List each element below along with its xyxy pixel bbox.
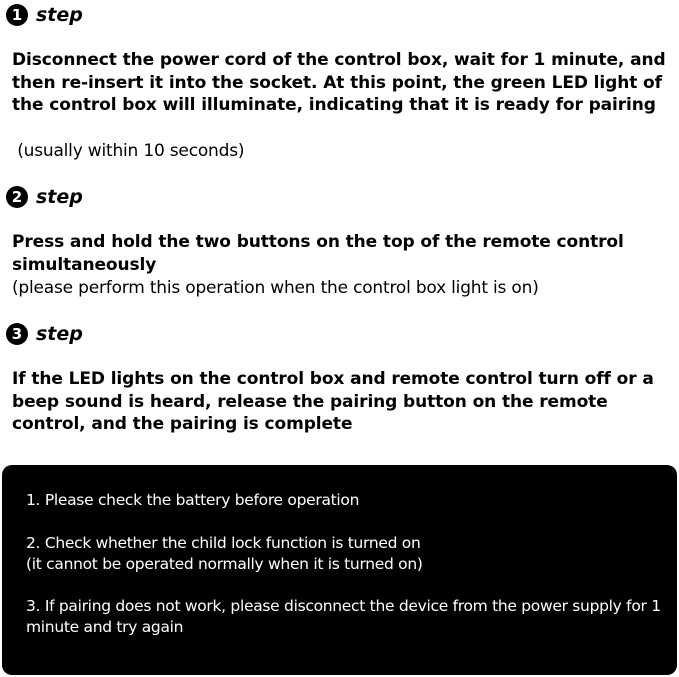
step-1-instruction: Disconnect the power cord of the control box, wait for 1 minute, and then re-insert it into the socket. At this point, the green LED light of the control box will illuminate, indicating that it is ready for pairing xyxy=(12,50,666,115)
notice-item-child-lock: 2. Check whether the child lock function is turned on xyxy=(26,534,421,552)
notice-item-child-lock-detail: (it cannot be operated normally when it is turned on) xyxy=(26,555,423,573)
step-1-label: step xyxy=(36,4,83,26)
step-3-header xyxy=(6,321,83,347)
notice-item-battery: 1. Please check the battery before operation xyxy=(26,491,360,509)
step-1-number-icon: 1 xyxy=(6,4,28,26)
step-2-header xyxy=(6,184,83,210)
notice-box xyxy=(2,465,677,675)
notice-item-retry: 3. If pairing does not work, please disconnect the device from the power supply for 1 minute and try again xyxy=(26,597,661,636)
step-3-label: step xyxy=(36,323,83,345)
step-1-header xyxy=(6,2,83,28)
step-2-instruction: Press and hold the two buttons on the top of the remote control simultaneously xyxy=(12,232,624,275)
step-2-label: step xyxy=(36,186,83,208)
step-2-number-icon: 2 xyxy=(6,186,28,208)
step-3-number-icon: 3 xyxy=(6,323,28,345)
step-1-note: (usually within 10 seconds) xyxy=(12,141,245,161)
step-2-note: (please perform this operation when the control box light is on) xyxy=(12,278,539,298)
step-3-instruction: If the LED lights on the control box and remote control turn off or a beep sound is heard, release the pairing button on the remote control, and the pairing is complete xyxy=(12,369,654,434)
